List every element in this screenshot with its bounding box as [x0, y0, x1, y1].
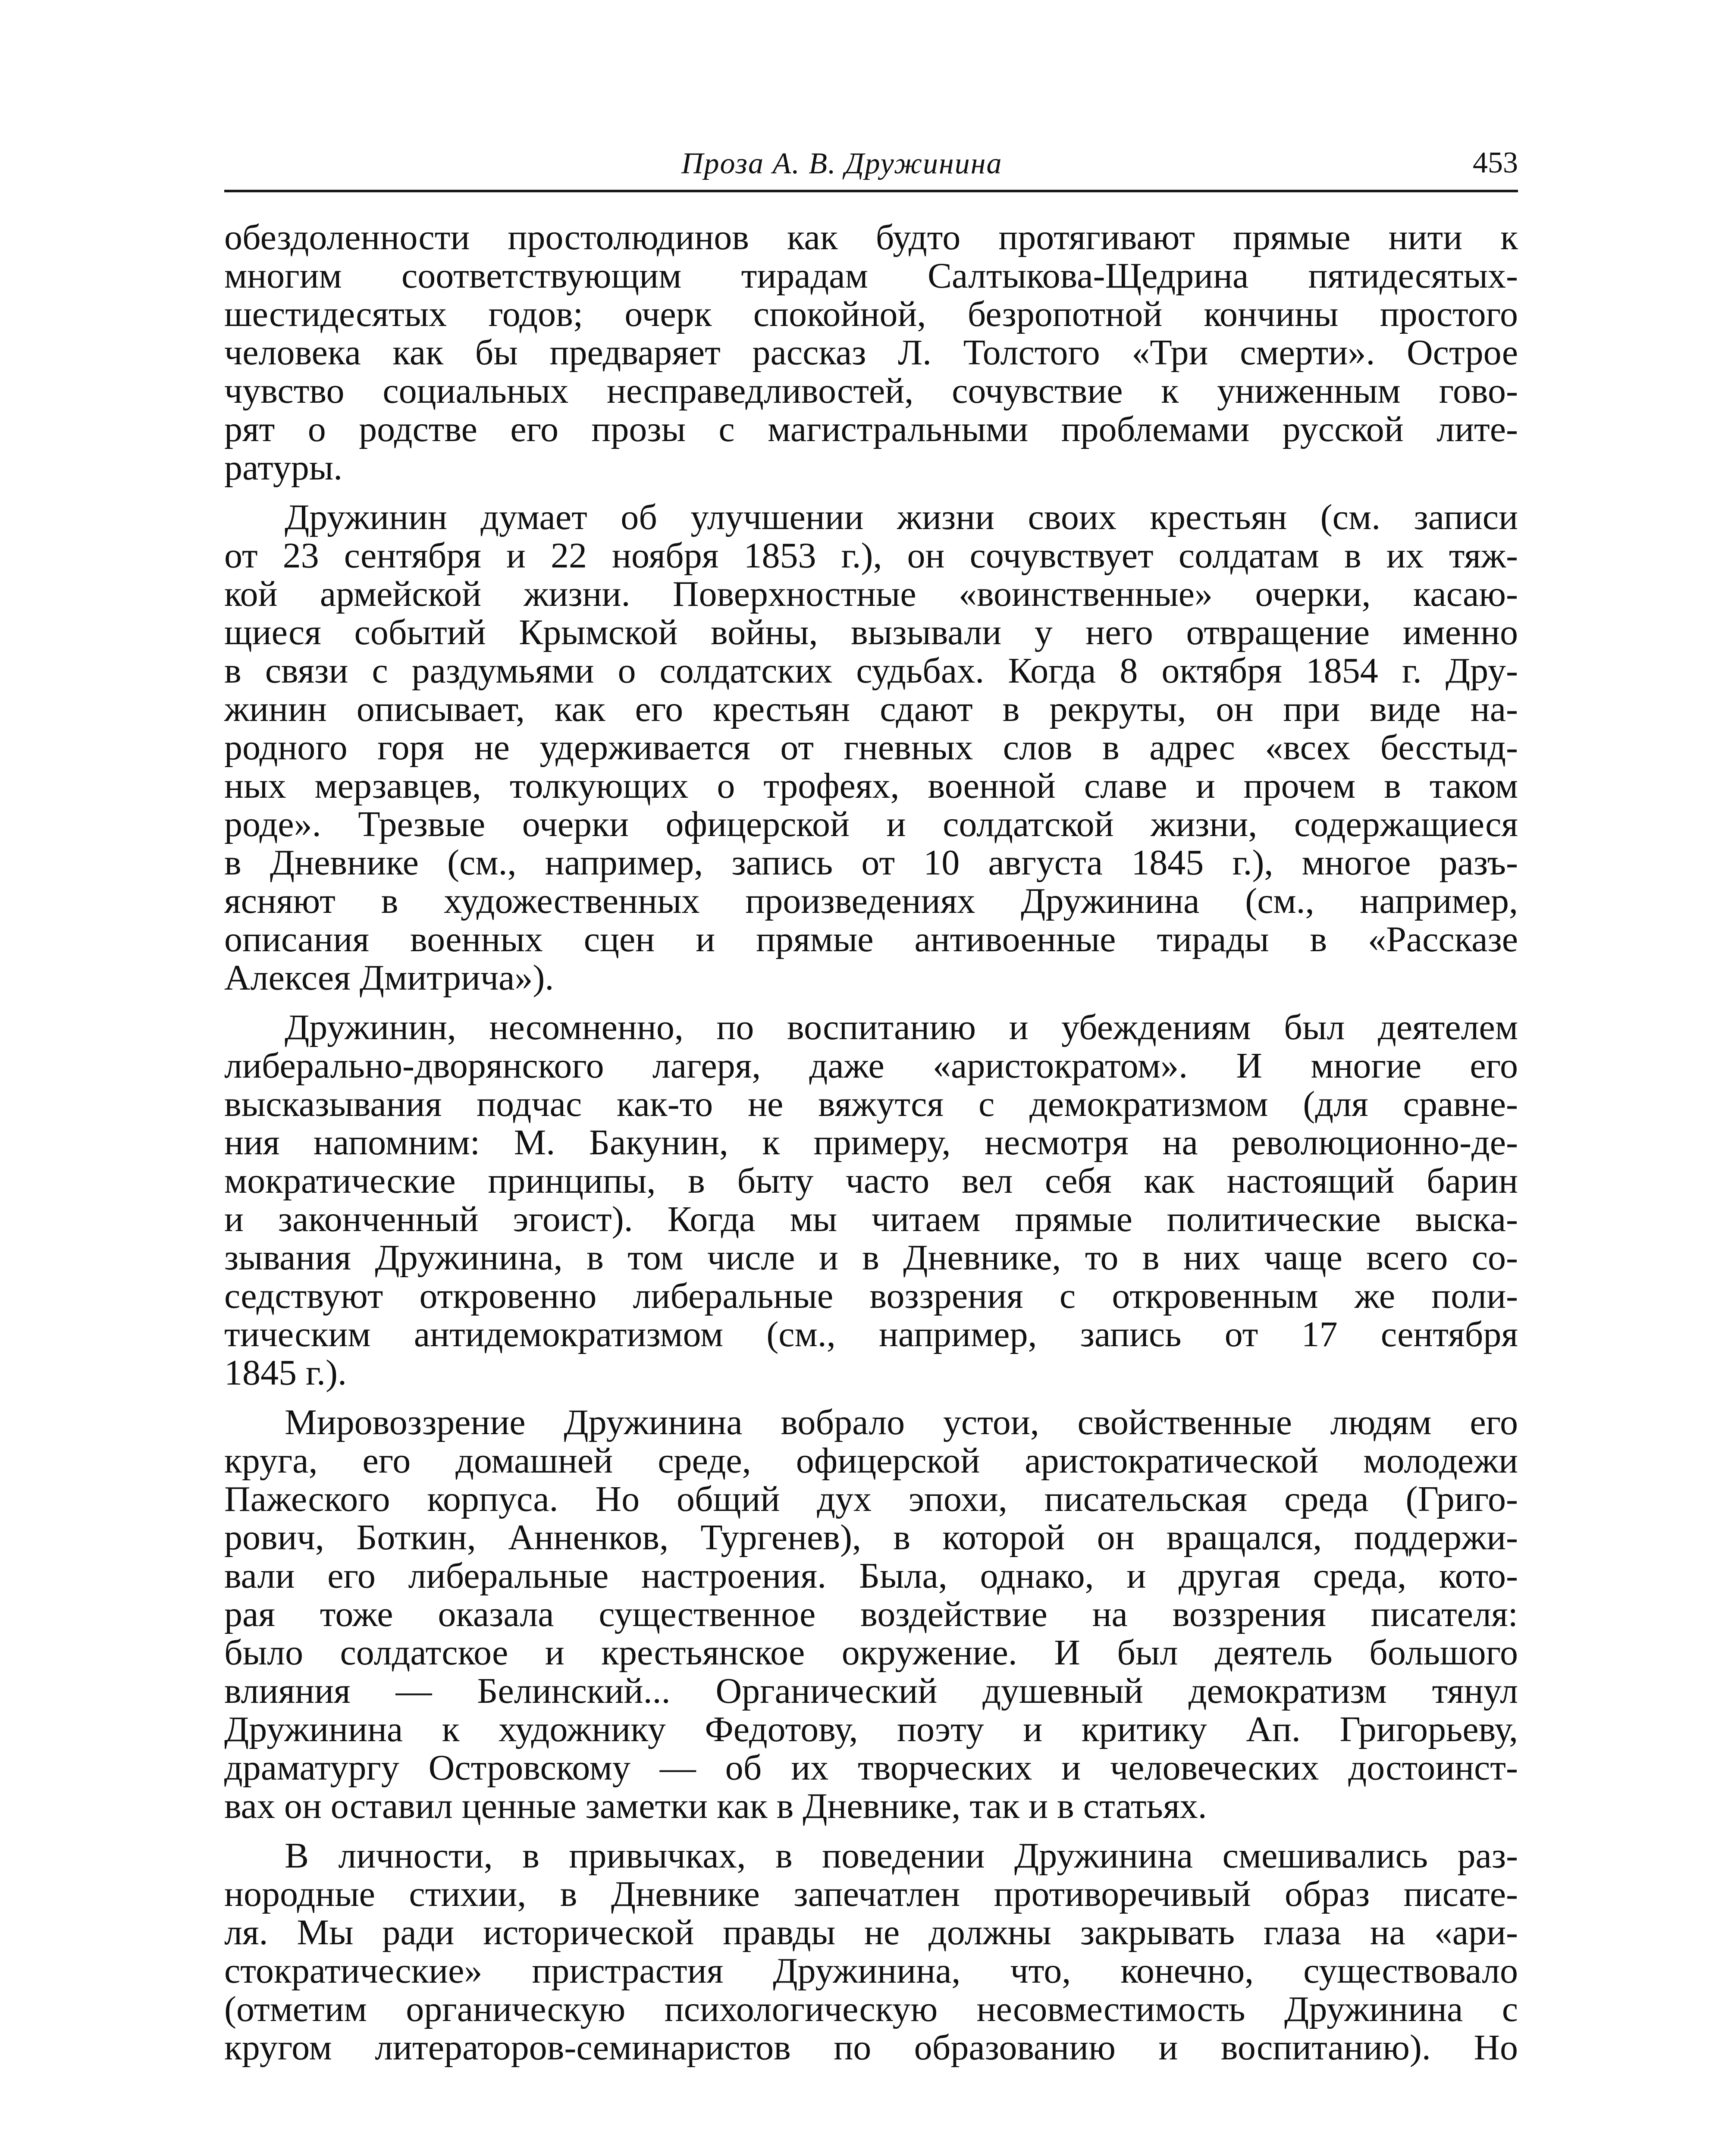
text-line: шестидесятых годов; очерк спокойной, безропотной кончины простого — [224, 294, 1518, 334]
text-line: 1845 г.). — [224, 1353, 347, 1393]
text-line: Алексея Дмитрича»). — [224, 958, 554, 998]
text-line: было солдатское и крестьянское окружение. И был деятель большого — [224, 1633, 1518, 1673]
paragraph-4 — [224, 1403, 1518, 1825]
text-line: и законченный эгоист). Когда мы читаем прямые политические выска- — [224, 1199, 1518, 1239]
paragraph-5 — [224, 1836, 1518, 2067]
text-line: (отметим органическую психологическую несовместимость Дружинина с — [224, 1989, 1518, 2029]
text-line: рят о родстве его прозы с магистральными проблемами русской лите- — [224, 409, 1518, 449]
book-page — [224, 142, 1518, 2078]
page-number: 453 — [1473, 146, 1518, 179]
body-text — [224, 218, 1518, 2067]
text-line: вали его либеральные настроения. Была, однако, и другая среда, кото- — [224, 1556, 1518, 1596]
text-line: Дружинина к художнику Федотову, поэту и критику Ап. Григорьеву, — [224, 1709, 1518, 1749]
text-line: ния напомним: М. Бакунин, к примеру, несмотря на революционно-де- — [224, 1122, 1518, 1163]
text-line: ясняют в художественных произведениях Дружинина (см., например, — [224, 881, 1518, 921]
text-line: рович, Боткин, Анненков, Тургенев), в которой он вращался, поддержи- — [224, 1517, 1518, 1557]
paragraph-3 — [224, 1008, 1518, 1392]
paragraph-2 — [224, 498, 1518, 997]
text-line: обездоленности простолюдинов как будто протягивают прямые нити к — [224, 217, 1518, 257]
text-line: Пажеского корпуса. Но общий дух эпохи, писательская среда (Григо- — [224, 1479, 1518, 1519]
text-line: ных мерзавцев, толкующих о трофеях, военной славе и прочем в таком — [224, 766, 1518, 806]
text-line: В личности, в привычках, в поведении Дружинина смешивались раз- — [285, 1836, 1518, 1876]
text-line: ля. Мы ради исторической правды не должны закрывать глаза на «ари- — [224, 1912, 1518, 1952]
text-line: Дружинин, несомненно, по воспитанию и убеждениям был деятелем — [285, 1007, 1518, 1047]
running-head — [224, 142, 1518, 192]
text-line: кругом литераторов-семинаристов по образованию и воспитанию). Но — [224, 2028, 1518, 2068]
text-line: жинин описывает, как его крестьян сдают в рекруты, он при виде на- — [224, 689, 1518, 729]
text-line: ратуры. — [224, 448, 343, 488]
text-line: Дружинин думает об улучшении жизни своих крестьян (см. записи — [285, 497, 1518, 537]
text-line: стократические» пристрастия Дружинина, что, конечно, существовало — [224, 1951, 1518, 1991]
text-line: человека как бы предваряет рассказ Л. Толстого «Три смерти». Острое — [224, 332, 1518, 373]
text-line: либерально-дворянского лагеря, даже «аристократом». И многие его — [224, 1046, 1518, 1086]
text-line: роде». Трезвые очерки офицерской и солдатской жизни, содержащиеся — [224, 804, 1518, 844]
text-line: зывания Дружинина, в том числе и в Дневнике, то в них чаще всего со- — [224, 1238, 1518, 1278]
paragraph-1 — [224, 218, 1518, 487]
text-line: родного горя не удерживается от гневных слов в адрес «всех бесстыд- — [224, 727, 1518, 768]
text-line: круга, его домашней среде, офицерской аристократической молодежи — [224, 1441, 1518, 1481]
text-line: в Дневнике (см., например, запись от 10 августа 1845 г.), многое разъ- — [224, 843, 1518, 883]
text-line: рая тоже оказала существенное воздействие на воззрения писателя: — [224, 1594, 1518, 1634]
text-line: вах он оставил ценные заметки как в Дневнике, так и в статьях. — [224, 1786, 1207, 1826]
text-line: от 23 сентября и 22 ноября 1853 г.), он сочувствует солдатам в их тяж- — [224, 536, 1518, 576]
text-line: многим соответствующим тирадам Салтыкова-Щедрина пятидесятых- — [224, 256, 1518, 296]
text-line: Мировоззрение Дружинина вобрало устои, свойственные людям его — [285, 1402, 1518, 1442]
running-title: Проза А. В. Дружинина — [681, 147, 1003, 180]
text-line: мократические принципы, в быту часто вел себя как настоящий барин — [224, 1161, 1518, 1201]
text-line: чувство социальных несправедливостей, сочувствие к униженным гово- — [224, 371, 1518, 411]
text-line: кой армейской жизни. Поверхностные «воинственные» очерки, касаю- — [224, 574, 1518, 614]
text-line: влияния — Белинский... Органический душевный демократизм тянул — [224, 1671, 1518, 1711]
text-line: высказывания подчас как-то не вяжутся с демократизмом (для сравне- — [224, 1084, 1518, 1124]
text-line: в связи с раздумьями о солдатских судьбах. Когда 8 октября 1854 г. Дру- — [224, 651, 1518, 691]
text-line: драматургу Островскому — об их творческих и человеческих достоинст- — [224, 1748, 1518, 1788]
text-line: тическим антидемократизмом (см., например, запись от 17 сентября — [224, 1314, 1518, 1354]
text-line: щиеся событий Крымской войны, вызывали у него отвращение именно — [224, 612, 1518, 652]
text-line: описания военных сцен и прямые антивоенные тирады в «Рассказе — [224, 919, 1518, 959]
text-line: седствуют откровенно либеральные воззрения с откровенным же поли- — [224, 1276, 1518, 1316]
text-line: нородные стихии, в Дневнике запечатлен противоречивый образ писате- — [224, 1874, 1518, 1914]
